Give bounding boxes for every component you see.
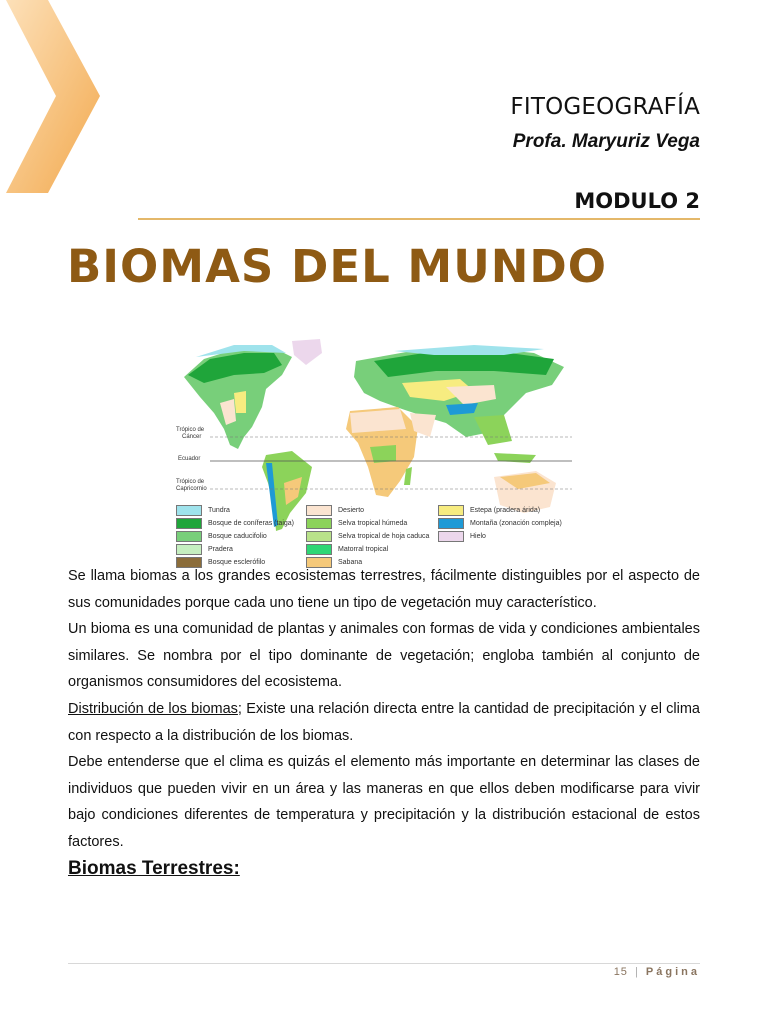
- footer-separator: |: [635, 966, 639, 978]
- label-tropic-capricorn-1: Trópico de: [176, 479, 205, 485]
- legend-label: Bosque esclerófilo: [208, 558, 266, 566]
- distribution-term: Distribución de los biomas: [68, 700, 238, 717]
- legend-swatch: [176, 531, 202, 542]
- module-label: MODULO 2: [574, 189, 700, 213]
- legend-swatch: [438, 531, 464, 542]
- legend-item: [176, 517, 294, 529]
- label-equator: Ecuador: [178, 456, 201, 462]
- distribution-text: ; Existe una relación directa entre la cantidad de precipitación y el clima con respecto a la distribución de los biomas.: [68, 700, 700, 744]
- legend-label: Pradera: [208, 545, 233, 553]
- legend-label: Estepa (pradera árida): [470, 506, 541, 514]
- na-steppe: [234, 391, 246, 413]
- section-heading: Biomas Terrestres:: [68, 858, 240, 879]
- legend-item: [306, 517, 407, 529]
- legend-swatch: [306, 544, 332, 555]
- legend-swatch: [176, 544, 202, 555]
- legend-swatch: [438, 518, 464, 529]
- legend-label: Selva tropical de hoja caduca: [338, 532, 430, 540]
- paragraph-climate: Debe entenderse que el clima es quizás el elemento más importante en determinar las clases de individuos que pueden vivir en un área y las maneras en que ellos deben modificarse para vivir bajo condiciones diferentes de temperatura y precipitación y la distribución estacional de estos factores.: [68, 754, 700, 850]
- paragraph-intro: Se llama biomas a los grandes ecosistemas terrestres, fácilmente distinguibles por el aspecto de sus comunidades porque cada uno tiene un tipo de vegetación muy característico.: [68, 568, 700, 611]
- legend-swatch: [176, 505, 202, 516]
- biome-legend: [176, 504, 596, 568]
- label-tropic-cancer-2: Cáncer: [182, 434, 202, 440]
- course-title: FITOGEOGRAFÍA: [510, 94, 700, 120]
- legend-swatch: [306, 505, 332, 516]
- body-text: [68, 563, 700, 856]
- author-name: Profa. Maryuriz Vega: [512, 131, 700, 152]
- legend-item: [176, 543, 233, 555]
- africa-desert: [350, 409, 406, 433]
- legend-item: [176, 504, 230, 516]
- decorative-chevron: [0, 0, 110, 200]
- paragraph-distribution: [68, 696, 700, 749]
- footer-divider: [68, 963, 700, 964]
- legend-label: Tundra: [208, 506, 230, 514]
- legend-item: [306, 504, 364, 516]
- legend-label: Sabana: [338, 558, 363, 566]
- legend-item: [438, 504, 540, 516]
- label-tropic-capricorn-2: Capricornio: [176, 486, 207, 492]
- legend-item: [438, 517, 562, 529]
- legend-label: Desierto: [338, 506, 365, 514]
- legend-swatch: [306, 531, 332, 542]
- legend-swatch: [438, 505, 464, 516]
- africa-rainforest: [370, 445, 396, 463]
- legend-label: Bosque caducifolio: [208, 532, 267, 540]
- page-number: 15: [613, 966, 628, 978]
- legend-item: [306, 530, 429, 542]
- legend-item: [438, 530, 486, 542]
- paragraph-definition: Un bioma es una comunidad de plantas y animales con formas de vida y condiciones ambientales similares. Se nombra por el tipo dominante de vegetación; engloba también al conjunto de organismos consumidores del ecosistema.: [68, 621, 700, 691]
- legend-label: Selva tropical húmeda: [338, 519, 408, 527]
- legend-label: Matorral tropical: [338, 545, 389, 553]
- label-tropic-cancer-1: Trópico de: [176, 427, 205, 433]
- header-divider: [138, 218, 700, 220]
- legend-swatch: [306, 518, 332, 529]
- page-label: Página: [645, 966, 700, 978]
- legend-swatch: [176, 518, 202, 529]
- legend-label: Hielo: [470, 532, 486, 540]
- legend-label: Montaña (zonación compleja): [470, 519, 562, 527]
- legend-label: Bosque de coníferas (taiga): [208, 519, 294, 527]
- page-footer: [614, 966, 700, 978]
- legend-item: [306, 543, 388, 555]
- page-title: BIOMAS DEL MUNDO: [67, 240, 608, 293]
- legend-item: [176, 530, 267, 542]
